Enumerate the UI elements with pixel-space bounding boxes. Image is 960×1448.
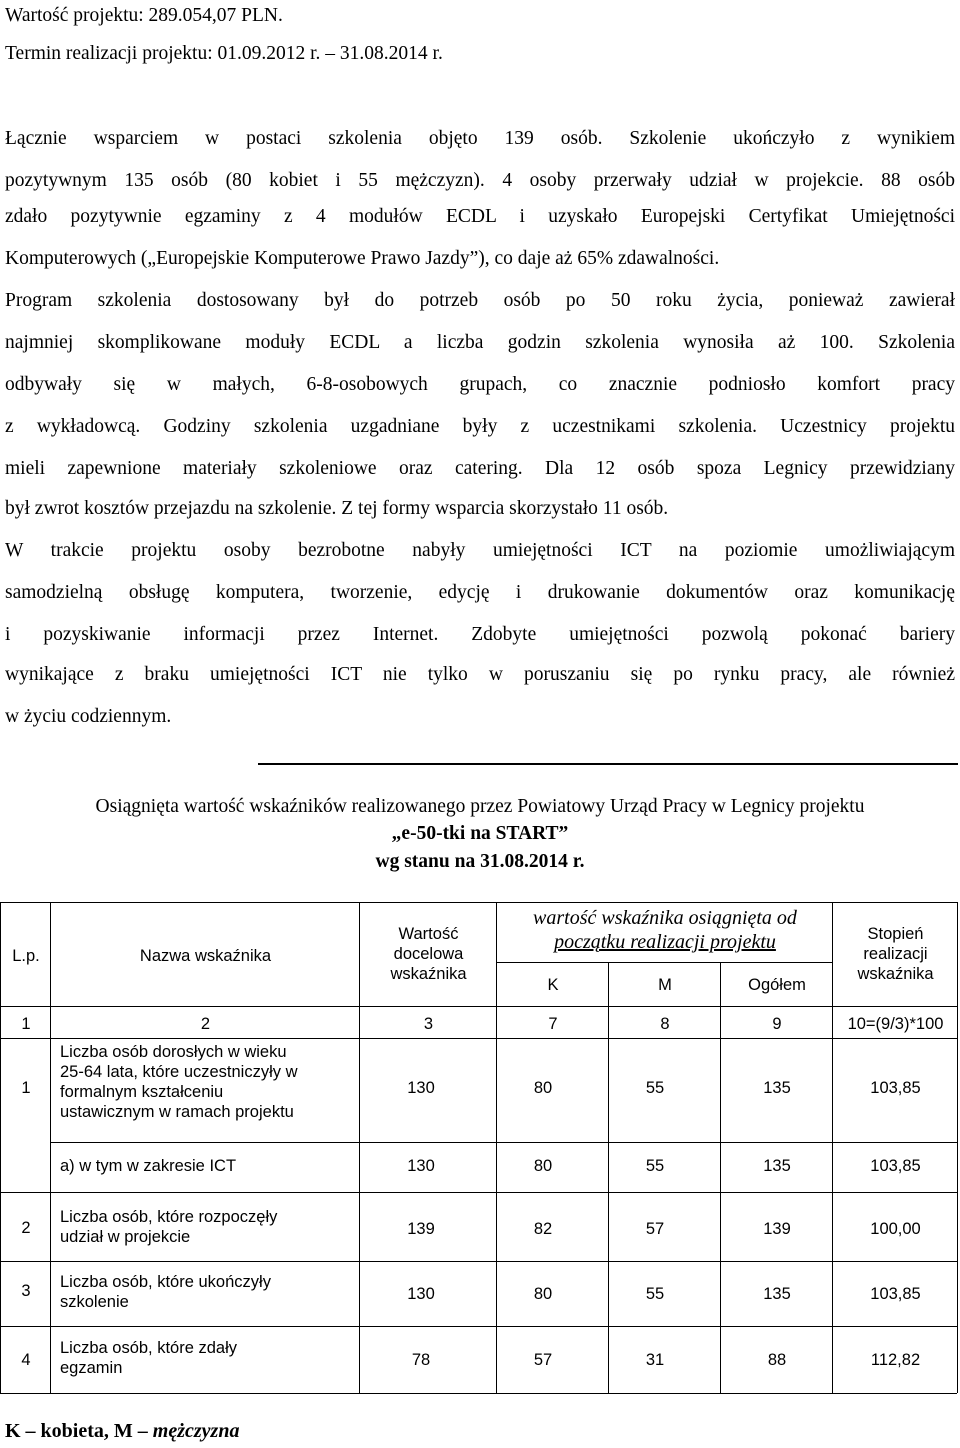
body-line: w życiu codziennym. [5,706,172,727]
body-line: mieli zapewnione materiały szkoleniowe oraz catering. Dla 12 osób spoza Legnicy przewidziany [5,458,955,479]
header-k: K [547,976,559,994]
header-lp: L.p. [12,947,40,965]
body-line: z wykładowcą. Godziny szkolenia uzgadniane były z uczestnikami szkolenia. Uczestnicy projektu [5,416,955,437]
header-total: Ogółem [748,976,806,994]
row-degree: 103,85 [870,1157,921,1175]
row-target: 130 [407,1079,435,1097]
body-line: Łącznie wsparciem w postaci szkolenia objęto 139 osób. Szkolenie ukończyło z wynikiem [5,128,955,149]
separator-rule [258,763,958,765]
table-border [0,902,957,903]
row-m: 57 [645,1220,665,1238]
table-border [0,1038,957,1039]
header-degree: Stopień realizacji wskaźnika [857,925,934,983]
header-m: M [658,976,672,994]
header-achieved: wartość wskaźnika osiągnięta od początku realizacji projektu [533,907,797,953]
row-name: Liczba osób, które zdały egzamin [60,1339,238,1377]
row-name: Liczba osób dorosłych w wieku 25-64 lata, które uczestniczyły w formalnym kształceniu ustawicznym w ramach projektu [60,1043,298,1121]
body-line: i pozyskiwanie informacji przez Internet. Zdobyte umiejętności pozwolą pokonać bariery [5,624,955,645]
table-border [0,1192,957,1193]
row-total: 135 [763,1285,791,1303]
column-number: 7 [548,1015,558,1033]
body-line: pozytywnym 135 osób (80 kobiet i 55 mężczyzn). 4 osoby przerwały udział w projekcie. 88 osób [5,170,955,191]
table-border [720,962,721,1393]
table-border [0,1006,957,1007]
table-border [0,902,1,1393]
project-value: Wartość projektu: 289.054,07 PLN. [5,5,283,26]
row-k: 80 [533,1157,553,1175]
table-border [957,902,958,1393]
row-m: 55 [645,1079,665,1097]
row-name: Liczba osób, które ukończyły szkolenie [60,1273,271,1311]
row-lp: 1 [21,1079,31,1097]
row-degree: 103,85 [870,1285,921,1303]
column-number: 10=(9/3)*100 [847,1015,944,1033]
column-number: 9 [772,1015,782,1033]
column-number: 2 [200,1015,211,1033]
row-total: 135 [763,1079,791,1097]
table-border [50,1142,957,1143]
row-total: 135 [763,1157,791,1175]
row-lp: 3 [21,1282,31,1300]
row-target: 130 [407,1285,435,1303]
row-name: a) w tym w zakresie ICT [60,1157,237,1175]
table-border [359,902,360,1393]
body-line: zdało pozytywnie egzaminy z 4 modułów ECDL i uzyskało Europejski Certyfikat Umiejętności [5,206,955,227]
header-target: Wartość docelowa wskaźnika [390,925,467,983]
row-lp: 2 [21,1219,31,1237]
table-border [50,902,51,1393]
header-name: Nazwa wskaźnika [139,947,272,965]
row-name: Liczba osób, które rozpoczęły udział w projekcie [60,1208,278,1246]
as-of-date: wg stanu na 31.08.2014 r. [375,851,585,872]
body-line: Komputerowych („Europejskie Komputerowe Prawo Jazdy”), co daje aż 65% zdawalności. [5,248,720,269]
body-line: Program szkolenia dostosowany był do potrzeb osób po 50 roku życia, ponieważ zawierał [5,290,955,311]
table-border [496,962,832,963]
table-border [608,962,609,1393]
row-target: 139 [407,1220,435,1238]
column-number: 3 [423,1015,434,1033]
body-line: najmniej skomplikowane moduły ECDL a liczba godzin szkolenia wynosiła aż 100. Szkolenia [5,332,955,353]
table-border [0,1326,957,1327]
table-border [496,902,497,1393]
body-line: odbywały się w małych, 6-8-osobowych grupach, co znacznie podniosło komfort pracy [5,374,955,395]
table-border [0,1261,957,1262]
row-k: 80 [533,1285,553,1303]
row-target: 130 [407,1157,435,1175]
row-degree: 112,82 [870,1351,921,1369]
table-border [832,902,833,1393]
row-total: 139 [763,1220,791,1238]
column-number: 1 [21,1015,31,1033]
row-degree: 100,00 [870,1220,921,1238]
column-number: 8 [660,1015,670,1033]
row-k: 82 [533,1220,553,1238]
body-line: samodzielną obsługę komputera, tworzenie, edycję i drukowanie dokumentów oraz komunikację [5,582,955,603]
legend-note: K – kobieta, M – mężczyzna [5,1420,240,1442]
project-name: „e-50-tki na START” [391,823,569,844]
body-line: był zwrot kosztów przejazdu na szkolenie. Z tej formy wsparcia skorzystało 11 osób. [5,498,669,519]
row-total: 88 [767,1351,787,1369]
row-degree: 103,85 [870,1079,921,1097]
body-line: wynikające z braku umiejętności ICT nie tylko w poruszaniu się po rynku pracy, ale również [5,664,955,685]
row-lp: 4 [21,1351,31,1369]
row-k: 57 [533,1351,553,1369]
body-line: W trakcie projektu osoby bezrobotne nabyły umiejętności ICT na poziomie umożliwiającym [5,540,955,561]
table-border [0,1393,957,1394]
row-m: 31 [645,1351,665,1369]
section-heading: Osiągnięta wartość wskaźników realizowanego przez Powiatowy Urząd Pracy w Legnicy projektu [95,796,865,817]
row-k: 80 [533,1079,553,1097]
row-m: 55 [645,1285,665,1303]
row-m: 55 [645,1157,665,1175]
row-target: 78 [411,1351,431,1369]
project-term: Termin realizacji projektu: 01.09.2012 r. – 31.08.2014 r. [5,43,443,64]
